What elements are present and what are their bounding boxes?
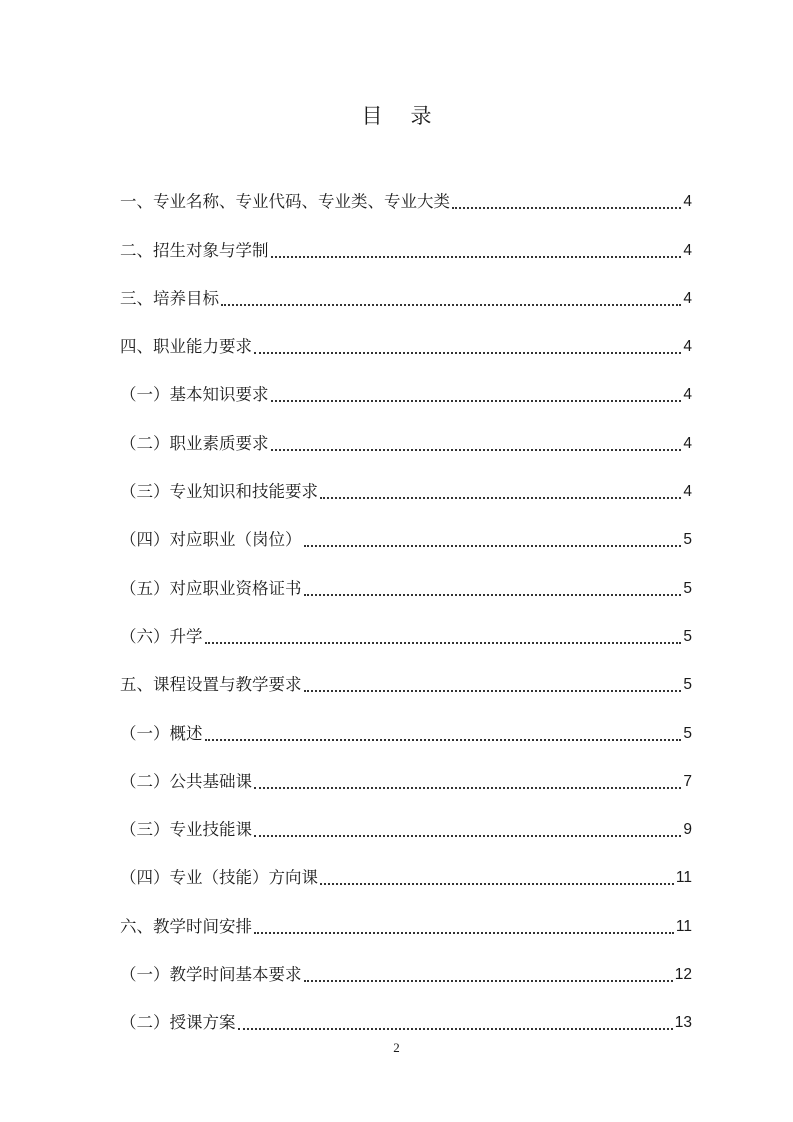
toc-entry-page: 7 bbox=[683, 772, 692, 790]
toc-entry-label: 四、职业能力要求 bbox=[120, 337, 252, 357]
toc-entry-label: 一、专业名称、专业代码、专业类、专业大类 bbox=[120, 192, 450, 212]
toc-entry[interactable] bbox=[120, 311, 692, 359]
toc-entry-page: 5 bbox=[683, 531, 692, 549]
page-title: 目录 bbox=[361, 104, 460, 128]
toc-dot-leader bbox=[205, 739, 682, 741]
toc-entry-page: 5 bbox=[683, 627, 692, 645]
toc-entry-label: 二、招生对象与学制 bbox=[120, 240, 269, 260]
toc-entry[interactable] bbox=[120, 794, 692, 842]
toc-entry[interactable] bbox=[120, 601, 692, 649]
toc-dot-leader bbox=[271, 256, 682, 258]
toc-entry-page: 4 bbox=[683, 193, 692, 211]
toc-entry-label: 六、教学时间安排 bbox=[120, 916, 252, 936]
toc-entry[interactable] bbox=[120, 214, 692, 262]
toc-dot-leader bbox=[304, 545, 682, 547]
toc-dot-leader bbox=[254, 932, 674, 934]
toc-entry-label: 三、培养目标 bbox=[120, 288, 219, 308]
page-number: 2 bbox=[393, 1040, 400, 1055]
toc-entry[interactable] bbox=[120, 987, 692, 1035]
table-of-contents bbox=[120, 166, 692, 1035]
toc-entry-page: 4 bbox=[683, 434, 692, 452]
toc-entry-label: （六）升学 bbox=[120, 626, 203, 646]
toc-entry[interactable] bbox=[120, 842, 692, 890]
toc-entry-label: （五）对应职业资格证书 bbox=[120, 578, 302, 598]
toc-entry[interactable] bbox=[120, 504, 692, 552]
toc-entry-label: （三）专业技能课 bbox=[120, 820, 252, 840]
toc-entry-page: 13 bbox=[674, 1014, 692, 1032]
toc-entry-page: 9 bbox=[683, 821, 692, 839]
toc-entry[interactable] bbox=[120, 166, 692, 214]
toc-entry-page: 5 bbox=[683, 676, 692, 694]
toc-entry-label: （二）公共基础课 bbox=[120, 771, 252, 791]
toc-entry-page: 4 bbox=[683, 338, 692, 356]
toc-dot-leader bbox=[304, 594, 682, 596]
toc-entry-page: 11 bbox=[675, 869, 692, 887]
toc-entry-page: 5 bbox=[683, 724, 692, 742]
toc-dot-leader bbox=[271, 449, 682, 451]
toc-dot-leader bbox=[271, 400, 682, 402]
toc-entry-label: （二）授课方案 bbox=[120, 1013, 236, 1033]
toc-entry-page: 4 bbox=[683, 483, 692, 501]
toc-entry-page: 11 bbox=[675, 917, 692, 935]
toc-dot-leader bbox=[221, 304, 681, 306]
toc-entry[interactable] bbox=[120, 890, 692, 938]
toc-entry[interactable] bbox=[120, 359, 692, 407]
toc-entry[interactable] bbox=[120, 939, 692, 987]
toc-dot-leader bbox=[304, 690, 682, 692]
toc-entry-label: （一）基本知识要求 bbox=[120, 385, 269, 405]
toc-entry-label: 五、课程设置与教学要求 bbox=[120, 675, 302, 695]
toc-entry-page: 4 bbox=[683, 241, 692, 259]
toc-dot-leader bbox=[452, 207, 681, 209]
toc-dot-leader bbox=[205, 642, 682, 644]
toc-entry-label: （一）教学时间基本要求 bbox=[120, 965, 302, 985]
toc-entry-label: （四）对应职业（岗位） bbox=[120, 530, 302, 550]
toc-entry[interactable] bbox=[120, 263, 692, 311]
toc-dot-leader bbox=[320, 883, 674, 885]
toc-dot-leader bbox=[304, 980, 673, 982]
toc-entry[interactable] bbox=[120, 697, 692, 745]
toc-entry[interactable] bbox=[120, 746, 692, 794]
toc-entry[interactable] bbox=[120, 649, 692, 697]
toc-entry-page: 4 bbox=[683, 289, 692, 307]
toc-entry-label: （一）概述 bbox=[120, 723, 203, 743]
toc-entry-page: 4 bbox=[683, 386, 692, 404]
toc-entry-label: （四）专业（技能）方向课 bbox=[120, 868, 318, 888]
toc-entry-label: （二）职业素质要求 bbox=[120, 433, 269, 453]
toc-entry[interactable] bbox=[120, 456, 692, 504]
toc-dot-leader bbox=[254, 787, 681, 789]
toc-entry-page: 12 bbox=[674, 966, 692, 984]
toc-entry[interactable] bbox=[120, 407, 692, 455]
toc-dot-leader bbox=[254, 835, 681, 837]
toc-entry-page: 5 bbox=[683, 579, 692, 597]
toc-dot-leader bbox=[320, 497, 681, 499]
toc-entry-label: （三）专业知识和技能要求 bbox=[120, 482, 318, 502]
toc-dot-leader bbox=[254, 352, 681, 354]
toc-dot-leader bbox=[238, 1028, 673, 1030]
toc-entry[interactable] bbox=[120, 552, 692, 600]
